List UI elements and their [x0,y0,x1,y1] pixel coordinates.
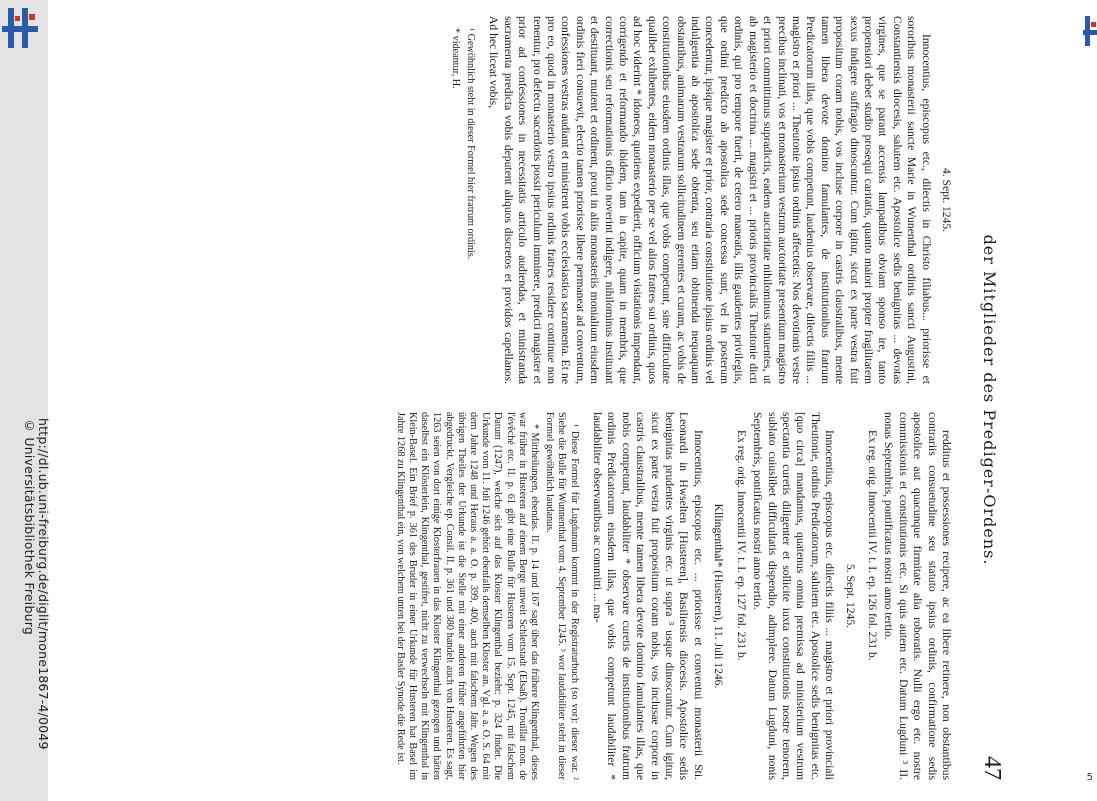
running-title: der Mitglieder des Prediger-Ordens. [980,234,999,566]
corner-mark: 5 [1086,772,1093,783]
dateline: 4. Sept. 1245. [940,167,953,233]
register-reference: Ex reg. orig. Innocentii IV. t. I. ep. 126 fol. 231 b. [865,430,879,661]
scanned-page-view [160,0,1010,801]
running-header [971,10,1005,790]
footnote: ¹ Diese Formel für Lugdunum kommt in der Registraturbuch (so vor): dieser war. ² Siehe die Bulle für Wunnenthal vom 4. September 1245. ³ wor laudabiliter steht in dieser Formel gewöhnlich laudanus. [544,412,580,780]
university-logo-icon [0,0,40,52]
left-column [446,16,953,384]
footnotes [394,412,580,780]
charter-text: Innocentius, episcopus etc. ... priorisse et conventui monasterii Sti. Leonardi in Hwselten [Husteren], Basiliensis diocesis. Apostolice sedis benignitas prudentes virginis etc. ut supra ³ usque dinoscuntur. Cum igitur, sicut ex parte vestra fuit propositum coram nobis, vos inclusae corpore in castris claustralibus, mente tamen libera devote domino famulantes illas, que nobis competunt, laudabiliter * observare curetis de institutionibus fratrum ordinis Predicatorum eiusdem illas, que vobis competunt laudabiliter * laudabiliter observantibus ac committi ... ma- [591,412,705,780]
copyright-text: © Universitätsbibliothek Freiburg [22,418,37,635]
footnote: * Mittheilungen, ebendas. II. p. 14 und 167 sagt über das frühere Klingenthal, dieses war früher in Husteren auf einem Berge unweit Schlettstadt (Elsaß). Trouillat mon. de l'évêché etc. II. p. 61 gibt eine Bulle für Husteren vom 15. Sept. 1245, mit falschem Datum (1247), welche sich auf das Kloster Klingenthal bezieht: p. 324 findet. Die Urkunde vom 11. Juli 1246 gehört ebenfalls demselben Kloster an. Vgl. a. a. O. S. 64 mit dem Jahre 1248 und Heraus a. a. O. p. 399, 400, auch mit falschem Jahr. Wegen des übrigen Theiles der Urkunde ist die Stelle mit einer anderen früher angeführten hier abgedruckt. Vergleiche ep. Consil. II. p. 361 und 380 handelt auch von Husteren. Es sagt, 1263 seien von dort einige Klosterfrauen in das Kloster Klingenthal gezogen und hätten daselbst ein Klösterlein, Klingenthal, gestiftet, nicht zu verwechseln mit Klingenthal in Klein-Basel. Ein Brief p. 361 des Bruder in einer Urkunde für Husteren hat Basel im Jahre 1268 zu Klingenthal ein, von welchem unten bei der Basler Synode die Rede ist. [394,412,541,780]
footnote: ¹ Gewöhnlich steht in dieser Formel hier fratrum ordinis. [465,28,476,260]
university-logo-fragment-icon [1083,12,1097,50]
right-column [391,412,953,780]
register-reference: Ex reg. orig. Innocentii IV. t. I. ep. 127 fol. 231 b. [734,430,748,661]
document-url[interactable]: http://dl.ub.uni-freiburg.de/diglit/mone1867-4/0049 [36,418,51,750]
charter-text: Innocentius, episcopus etc. dilectis filiis ... magistro et priori provinciali Theutonie, ordinis Predicatorum, salutem etc. Apostolice sedis benignitas etc. [quo circa] mandamus, quatenus omnia premissa ad ministerium vestrum spectantia curetis diligenter et sollicite iuxta constitutionis nostre tenorem, sublato cuiuslibet difficultatis dispendio, adimplere. Datum Lugduni, nonis Septembris, pontificatus nostri anno tertio. [751,412,837,780]
dateline: 5. Sept. 1245. [843,563,857,629]
scanned-page [165,10,1005,790]
charter-text: Innocentius, episcopus etc., dilectis in Christo filiabus... priorisse et sororibus monasterii sancte Marie in Wunenthal ordinis sancti Augustini, Constantiensis diocesis, salutem etc. Apostolice sedis benignitas ... devotas virgines, que se parant accensis lampadibus obviam sponso ire, tanto propensiori debet studio prosequi caritatis, quanto maiori propter fragilitatem sexus indigere suffragio dinoscuntur. Cum igitur, sicut ex parte vestra fuit propositum coram nobis, vos incluse corpore in castris claustralibus, mente tamen libera devote domino famulantes, de institutionibus fratrum Predicatorum illas, que vobis competunt, laudenius observare, dilectis filiis ... magistro et priori ... Theutonie ipsius ordinis affectetis: Nos devotionis vestre precibus inclinati, vos et monasterium vestrum auctoritate presentium magistro et priori committimus supradictis, eadem auctoritate nihilominus statuentes, ut ab magisterio et doctrina ... magistri et ... prioris provincialis Theutonie dicti ordinis, qui pro tempore fuerit, de cetero maneatis, illis gaudentes privilegiis, que ordini predicto ab apostolica sede concessa sunt, vel in posterum concedentur, ipsique magister et prior, contraria constitutione ipsius ordinis vel indulgentia ab apostolica sede obtenta, seu etiam obtinenda nequaquam obstantibus, animarum vestrarum sollicitudinem gerentes et curam, ac vobis de constitutionibus eiusdem ordinis illas, que vobis competunt, sine difficultate qualibet exhibentes, eidem monasterio per se vel alios fratres sui ordinis, quos ad hoc viderint * idoneos, quotiens expedierit, officium visitationis impendant, corrigendo et reformando ibidem, tam in capite, quam in membris, que correctionis seu reformationis officio noverint indigere, nihilominus instituant et destituant, mutent et ordinent, prout in aliis monasteriis monialium eiusdem ordinis fieri consuevit, electio tamen priorisse libere permaneat ad conventum, confessiones vestras audiant et ministrent vobis ecclesiastica sacramenta. Et ne pro eo, quod in monasterio vestro ipsius ordinis fratres residere continue non tenentur, pro defectu sacerdotis possit periculum imminere, predicti magister et prior ad confessiones in necessitatis articulo audiendas, et ministranda sacramenta predicta vobis deputent aliquos discretos et providos capellanos. Ad hec liceat vobis, [487,16,933,384]
page-number: 47 [979,756,1005,780]
charter-text: redditus et possessiones recipere, ac ea libere retinere, non obstantibus contrariis consuetudine seu statuto ipsius ordinis, confirmatione sedis apostolice aut quacunque firmitate alia roboratis. Nulli ergo etc. nostre commissionis et constitutionis etc. Si quis autem etc. Datum Lugduni ³ II. nonas Septembris, pontificatus nostri anno tertio. [882,412,953,780]
footnote: * videantur, H. [449,28,461,89]
sidebar-caption [22,418,51,798]
section-heading: Kllingenthal* (Husteren), 11. Juli 1246. [712,503,726,689]
footnotes [449,16,476,384]
viewer-sidebar [0,0,51,801]
